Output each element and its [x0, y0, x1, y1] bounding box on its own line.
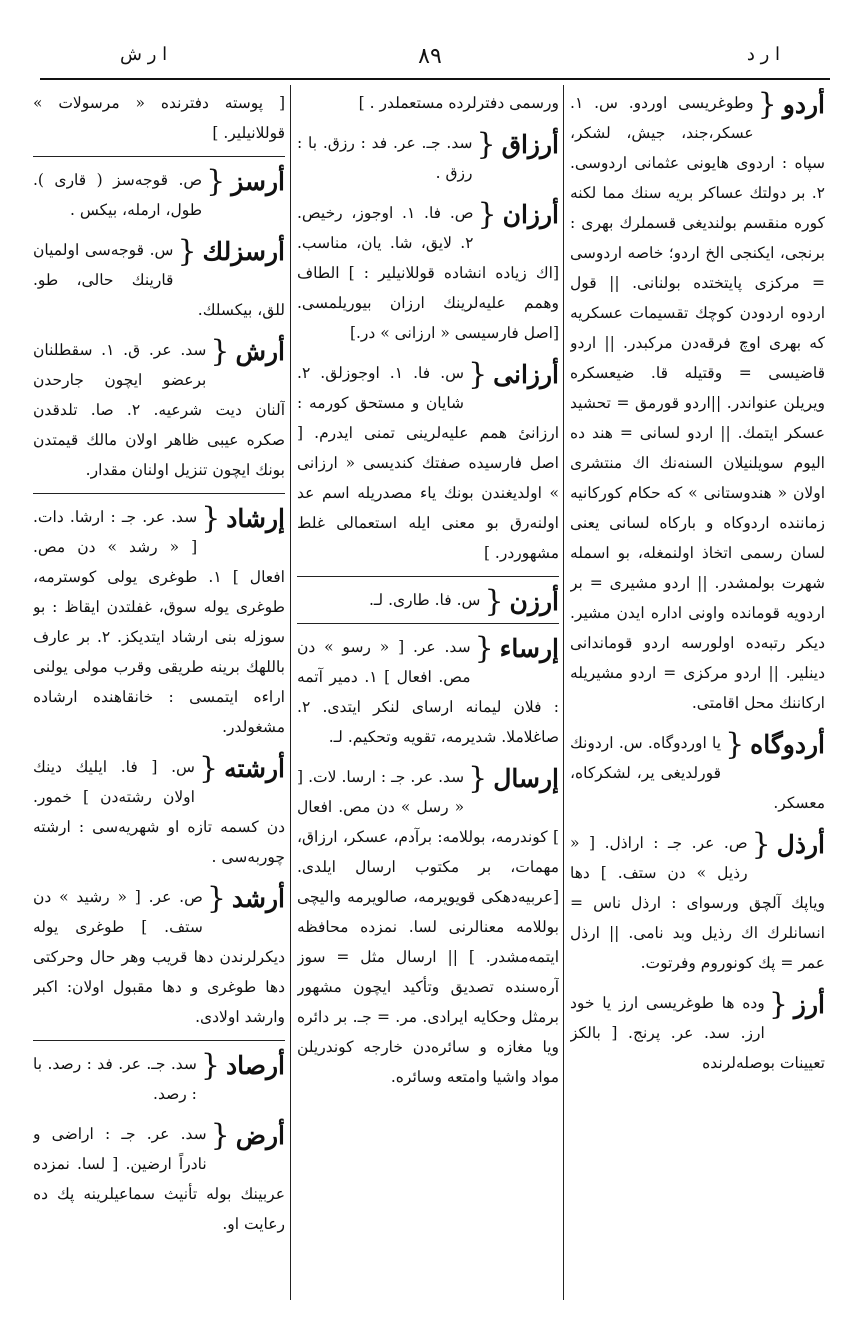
dictionary-entry — [297, 128, 559, 192]
entry-text: سد. عر. ق. ١. سقطلنان برعضو ايچون جارحدن آلنان ديت شرعيه. ٢. صا. تلدقدن صكره عيبى ظاهر اولان مالك قيمتدن بونك ايچون تنزيل اولنان مقدار. — [33, 341, 285, 479]
brace-glyph: { — [201, 501, 221, 536]
dictionary-entry — [33, 335, 285, 494]
column-middle — [297, 88, 559, 1298]
entry-headword: أردو — [782, 90, 825, 119]
brace-glyph: { — [200, 1048, 220, 1083]
entry-text: [ پوسته دفترنده « مرسولات » قوللانيلير. ] — [33, 94, 285, 142]
entry-headword: إرشاد — [226, 504, 285, 533]
brace-glyph: { — [206, 881, 226, 916]
entry-text: يا اوردوگاه. س. اردونك قورلديغى ير، لشكركاه، معسكر. — [570, 734, 825, 812]
brace-glyph: { — [468, 761, 488, 796]
header-left-keyword: ا ر ش — [120, 44, 168, 65]
entry-headword: أرض — [235, 1121, 285, 1150]
dictionary-entry — [297, 762, 559, 1096]
brace-glyph: { — [206, 164, 226, 199]
dictionary-entry — [570, 828, 825, 982]
entry-headword: أرزانى — [493, 360, 559, 389]
entry-text: ص. فا. ١. اوجوز، رخيص. ٢. لايق، شا. يان، مناسب. [اك زياده انشاده قوللانيلير : ] الطاف وهمم عليه‌لرينك ارزان بيوريلمسى. [اصل فارسيسى « ارزانى » در.] — [297, 204, 559, 342]
entry-headword: أرزان — [502, 200, 559, 229]
entry-headword: إرسال — [493, 764, 559, 793]
brace-glyph: { — [725, 727, 745, 762]
brace-glyph: { — [468, 357, 488, 392]
brace-glyph: { — [768, 987, 788, 1022]
header-rule — [40, 78, 830, 80]
dictionary-entry — [33, 165, 285, 229]
entry-text: سد. جـ. عر. فد : رصد. با : رصد. — [33, 1055, 197, 1103]
dictionary-entry — [297, 585, 559, 624]
entry-text: وده ها طوغريسى ارز يا خود ارز. سد. عر. پرنج. [ بالكز تعيينات بوصلەلرنده — [570, 994, 825, 1072]
entry-headword: أرشته — [224, 754, 285, 783]
entry-headword: أرصاد — [226, 1051, 285, 1080]
dictionary-entry — [33, 235, 285, 329]
entry-headword: أردوگاه — [750, 730, 825, 759]
dictionary-entry — [33, 1119, 285, 1243]
page-header — [30, 42, 820, 78]
entry-headword: إرساء — [499, 634, 559, 663]
column-right — [570, 88, 825, 1298]
column-separator — [290, 85, 291, 1300]
dictionary-entry — [297, 358, 559, 577]
entry-text: ص. عر. [ « رشيد » دن ستف. ] طوغرى يوله ديكرلرندن دها قريب وهر حال وحركتى دها طوغرى و دها مقبول اولان: اكبر وارشد اولادى. — [33, 888, 285, 1026]
dictionary-entry — [33, 882, 285, 1041]
dictionary-entry — [570, 88, 825, 722]
brace-glyph: { — [177, 234, 197, 269]
entry-continuation — [297, 88, 559, 122]
entry-headword: أرش — [235, 337, 285, 366]
dictionary-entry — [33, 752, 285, 876]
entry-text: س. [ فا. ايليك دينك اولان رشته‌دن ] خمور. دن كسمه تازه او شهريه‌سى : ارشته چوربه‌سى . — [33, 758, 285, 866]
entry-headword: أرذل — [776, 830, 825, 859]
dictionary-entry — [570, 728, 825, 822]
brace-glyph: { — [757, 88, 777, 122]
brace-glyph: { — [751, 827, 771, 862]
dictionary-entry — [33, 1049, 285, 1113]
dictionary-entry — [297, 632, 559, 756]
entry-text: س. فا. طارى. لـ. — [368, 591, 481, 609]
entry-headword: أرسزلك — [202, 237, 285, 266]
dictionary-entry — [33, 502, 285, 746]
entry-headword: أرسز — [231, 167, 285, 196]
entry-text: سد. عر. [ « رسو » دن مص. افعال ] ١. دمير آتمه : فلان ليمانه ارساى لنكر ايتدى. ٢. صاغلاملا. شديرمه، تقويه وتحكيم. لـ. — [297, 638, 559, 746]
entry-text: س. فا. ١. اوجوزلق. ٢. شايان و مستحق كورمه : ارزانىٔ همم عليه‌لرينى تمنى ايدرم. [ اصل فارسيده صفتك كنديسى « ارزانى » اولديغندن بونك ياء مصدريله اسم عد اولنه‌رق بو معنى ايله استعمالى غلط مشهوردر. ] — [297, 364, 559, 562]
entry-text: سد. عر. جـ : اراضى و نادراً ارضين. [ لسا. نمزده عربينك بوله تأنيث سماعيلرينه پك ده رعايت او. — [33, 1125, 285, 1233]
brace-glyph: { — [477, 197, 497, 232]
entry-text: سد. عر. جـ : ارشا. دات. [ « رشد » دن مص. افعال ] ١. طوغرى يولى كوسترمه، طوغرى يوله سوق، غفلتدن ايقاظ : بو سوزله بنى ارشاد ايتديكز. ٢. بر عارف باللهك برينه طريقى وقرب مولى يولنى اراءه ايتمسى : خانقاهنده ارشاده مشغولدر. — [33, 508, 285, 736]
brace-glyph: { — [484, 584, 504, 619]
brace-glyph: { — [474, 631, 494, 666]
brace-glyph: { — [476, 127, 496, 162]
entry-continuation — [33, 88, 285, 157]
brace-glyph: { — [210, 334, 230, 369]
brace-glyph: { — [198, 751, 219, 786]
entry-text: سد. جـ. عر. فد : رزق. با : رزق . — [297, 134, 473, 182]
entry-text: سد. عر. جـ : ارسا. لات. [ « رسل » دن مص. افعال ] كوندرمه، بوللامه: برآدم، عسكر، ارزاق، مهمات، بر مكتوب ارسال ايلدى. [عربيەدهكى قويويرمه، صالويرمه واليچى بوللامه معنالرنى لسا. نمزده محافظه ايتمەمشدر. ] || ارسال مثل = سوز آره‌سنده تصديق وتأكيد ايچون مشهور برمثل وحكايه ايرادى. مر. = جـ. بر دائره ويا مغازه و سائره‌دن خارجه كوندريلن مواد واشيا وامتعه وسائره. — [297, 768, 559, 1086]
brace-glyph: { — [210, 1118, 230, 1153]
dictionary-entry — [297, 198, 559, 352]
entry-text: ورسمى دفترلرده مستعملدر . ] — [358, 94, 559, 112]
dictionary-entry — [570, 988, 825, 1082]
entry-text: ص. قوجه‌سز ( قارى ). طول، ارمله، بيكس . — [33, 171, 203, 219]
entry-text: وطوغريسى اوردو. س. ١. عسكر،جند، جيش، لشكر، سپاه : اردوى هايونى عثمانى اردوسى. ٢. بر دولتك عساكر بريه سنك مما لكنه كوره منقسم بولنديغى قسملرك بهرى : برنجى، ايكنجى الخ اردو؛ خاصه اردوسى = مركزى پايتختده بولنانى. || قول اردوه اردودن كوچك تقسيمات عسكريه كه بهرى اوچ فرقه‌دن مركبدر. || اردو قاضيسى = وقتيله قا. ضيعسكره ويريلن عنواندر. ||اردو قورمق = تحشيد عسكر ايتمك. || اردو لسانى = هند ده اليوم سويلنيلان السنه‌نك اك منتشرى اولان « هندوستانى » كه حكام كوركانيه زماننده اردوكاه و باركاه لسانى يعنى لسان رسمى اتخاذ اولنمغله، بو اسمله شهرت بولمشدر. || اردو مشيرى = بر اردويه قوماندە واونى اداره ايدن مشير. ديكر رتبه‌ده اولورسه اردو قوماندانى دينلير. || اردو مركزى = اردو مشيريله اركاننك محل اقامتى. — [570, 94, 825, 712]
header-right-keyword: ا ر د — [746, 44, 780, 65]
entry-text: ص. عر. جـ : اراذل. [ « رذيل » دن ستف. ] دها وياپك آلچق ورسواى : ارذل ناس = انسانلرك اك رذيل وبد نامى. || ارذل عمر = پك كونوروم وفرتوت. — [570, 834, 825, 972]
page-number: ٨٩ — [418, 44, 442, 69]
entry-headword: أرشد — [231, 884, 285, 913]
entry-headword: أرزن — [509, 587, 559, 616]
entry-text: س. قوجه‌سى اولميان قارينك حالى، طو. للق، بيكسلك. — [33, 241, 285, 319]
column-separator — [563, 85, 564, 1300]
entry-headword: أرزاق — [501, 130, 559, 159]
column-left — [33, 88, 285, 1298]
entry-headword: أرز — [793, 990, 825, 1019]
